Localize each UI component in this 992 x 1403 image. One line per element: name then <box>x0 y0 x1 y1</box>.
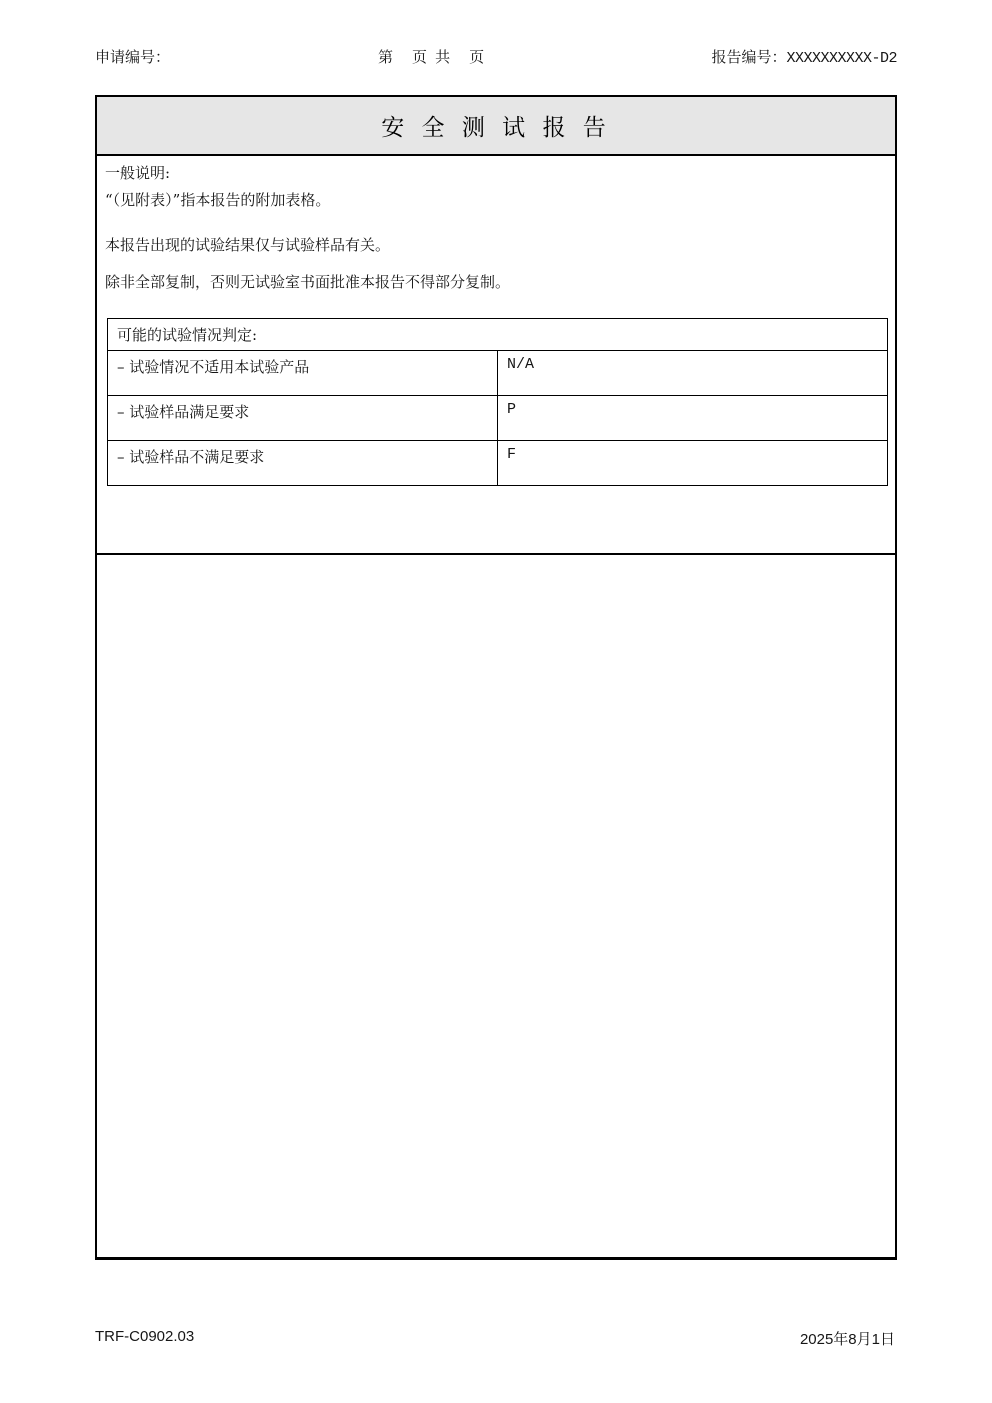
form-code: TRF-C0902.03 <box>95 1328 195 1345</box>
page-number-indicator: 第 页 共 页 <box>378 49 487 66</box>
page-title: 安 全 测 试 报 告 <box>381 115 611 141</box>
verdict-code-not-applicable: N/A <box>498 351 888 396</box>
verdict-label-pass: – 试验样品满足要求 <box>108 396 498 441</box>
verdict-table-header-row <box>108 319 888 351</box>
note-reproduction: 除非全部复制，否则无试验室书面批准本报告不得部分复制。 <box>105 273 511 291</box>
verdict-row-not-applicable <box>108 351 888 396</box>
report-number-label: 报告编号： <box>711 49 787 66</box>
page-header <box>95 46 897 66</box>
verdict-table-header: 可能的试验情况判定: <box>108 319 888 351</box>
verdict-row-fail <box>108 441 888 486</box>
report-box <box>95 95 897 1260</box>
application-number-label: 申请编号： <box>95 49 171 66</box>
general-notes-heading: 一般说明: <box>105 164 171 182</box>
verdict-label-fail: – 试验样品不满足要求 <box>108 441 498 486</box>
title-bar <box>97 97 895 156</box>
general-notes-section <box>97 156 895 555</box>
page-footer <box>95 1328 895 1349</box>
report-date: 2025年8月1日 <box>799 1331 895 1348</box>
verdict-table <box>107 318 888 486</box>
verdict-row-pass <box>108 396 888 441</box>
report-number <box>711 46 897 67</box>
report-number-value: XXXXXXXXXX-D2 <box>786 50 897 67</box>
verdict-code-fail: F <box>498 441 888 486</box>
empty-section <box>97 557 895 1257</box>
verdict-label-not-applicable: – 试验情况不适用本试验产品 <box>108 351 498 396</box>
note-results-scope: 本报告出现的试验结果仅与试验样品有关。 <box>105 236 391 254</box>
note-attached-tables: “（见附表）”指本报告的附加表格。 <box>105 191 331 209</box>
verdict-code-pass: P <box>498 396 888 441</box>
